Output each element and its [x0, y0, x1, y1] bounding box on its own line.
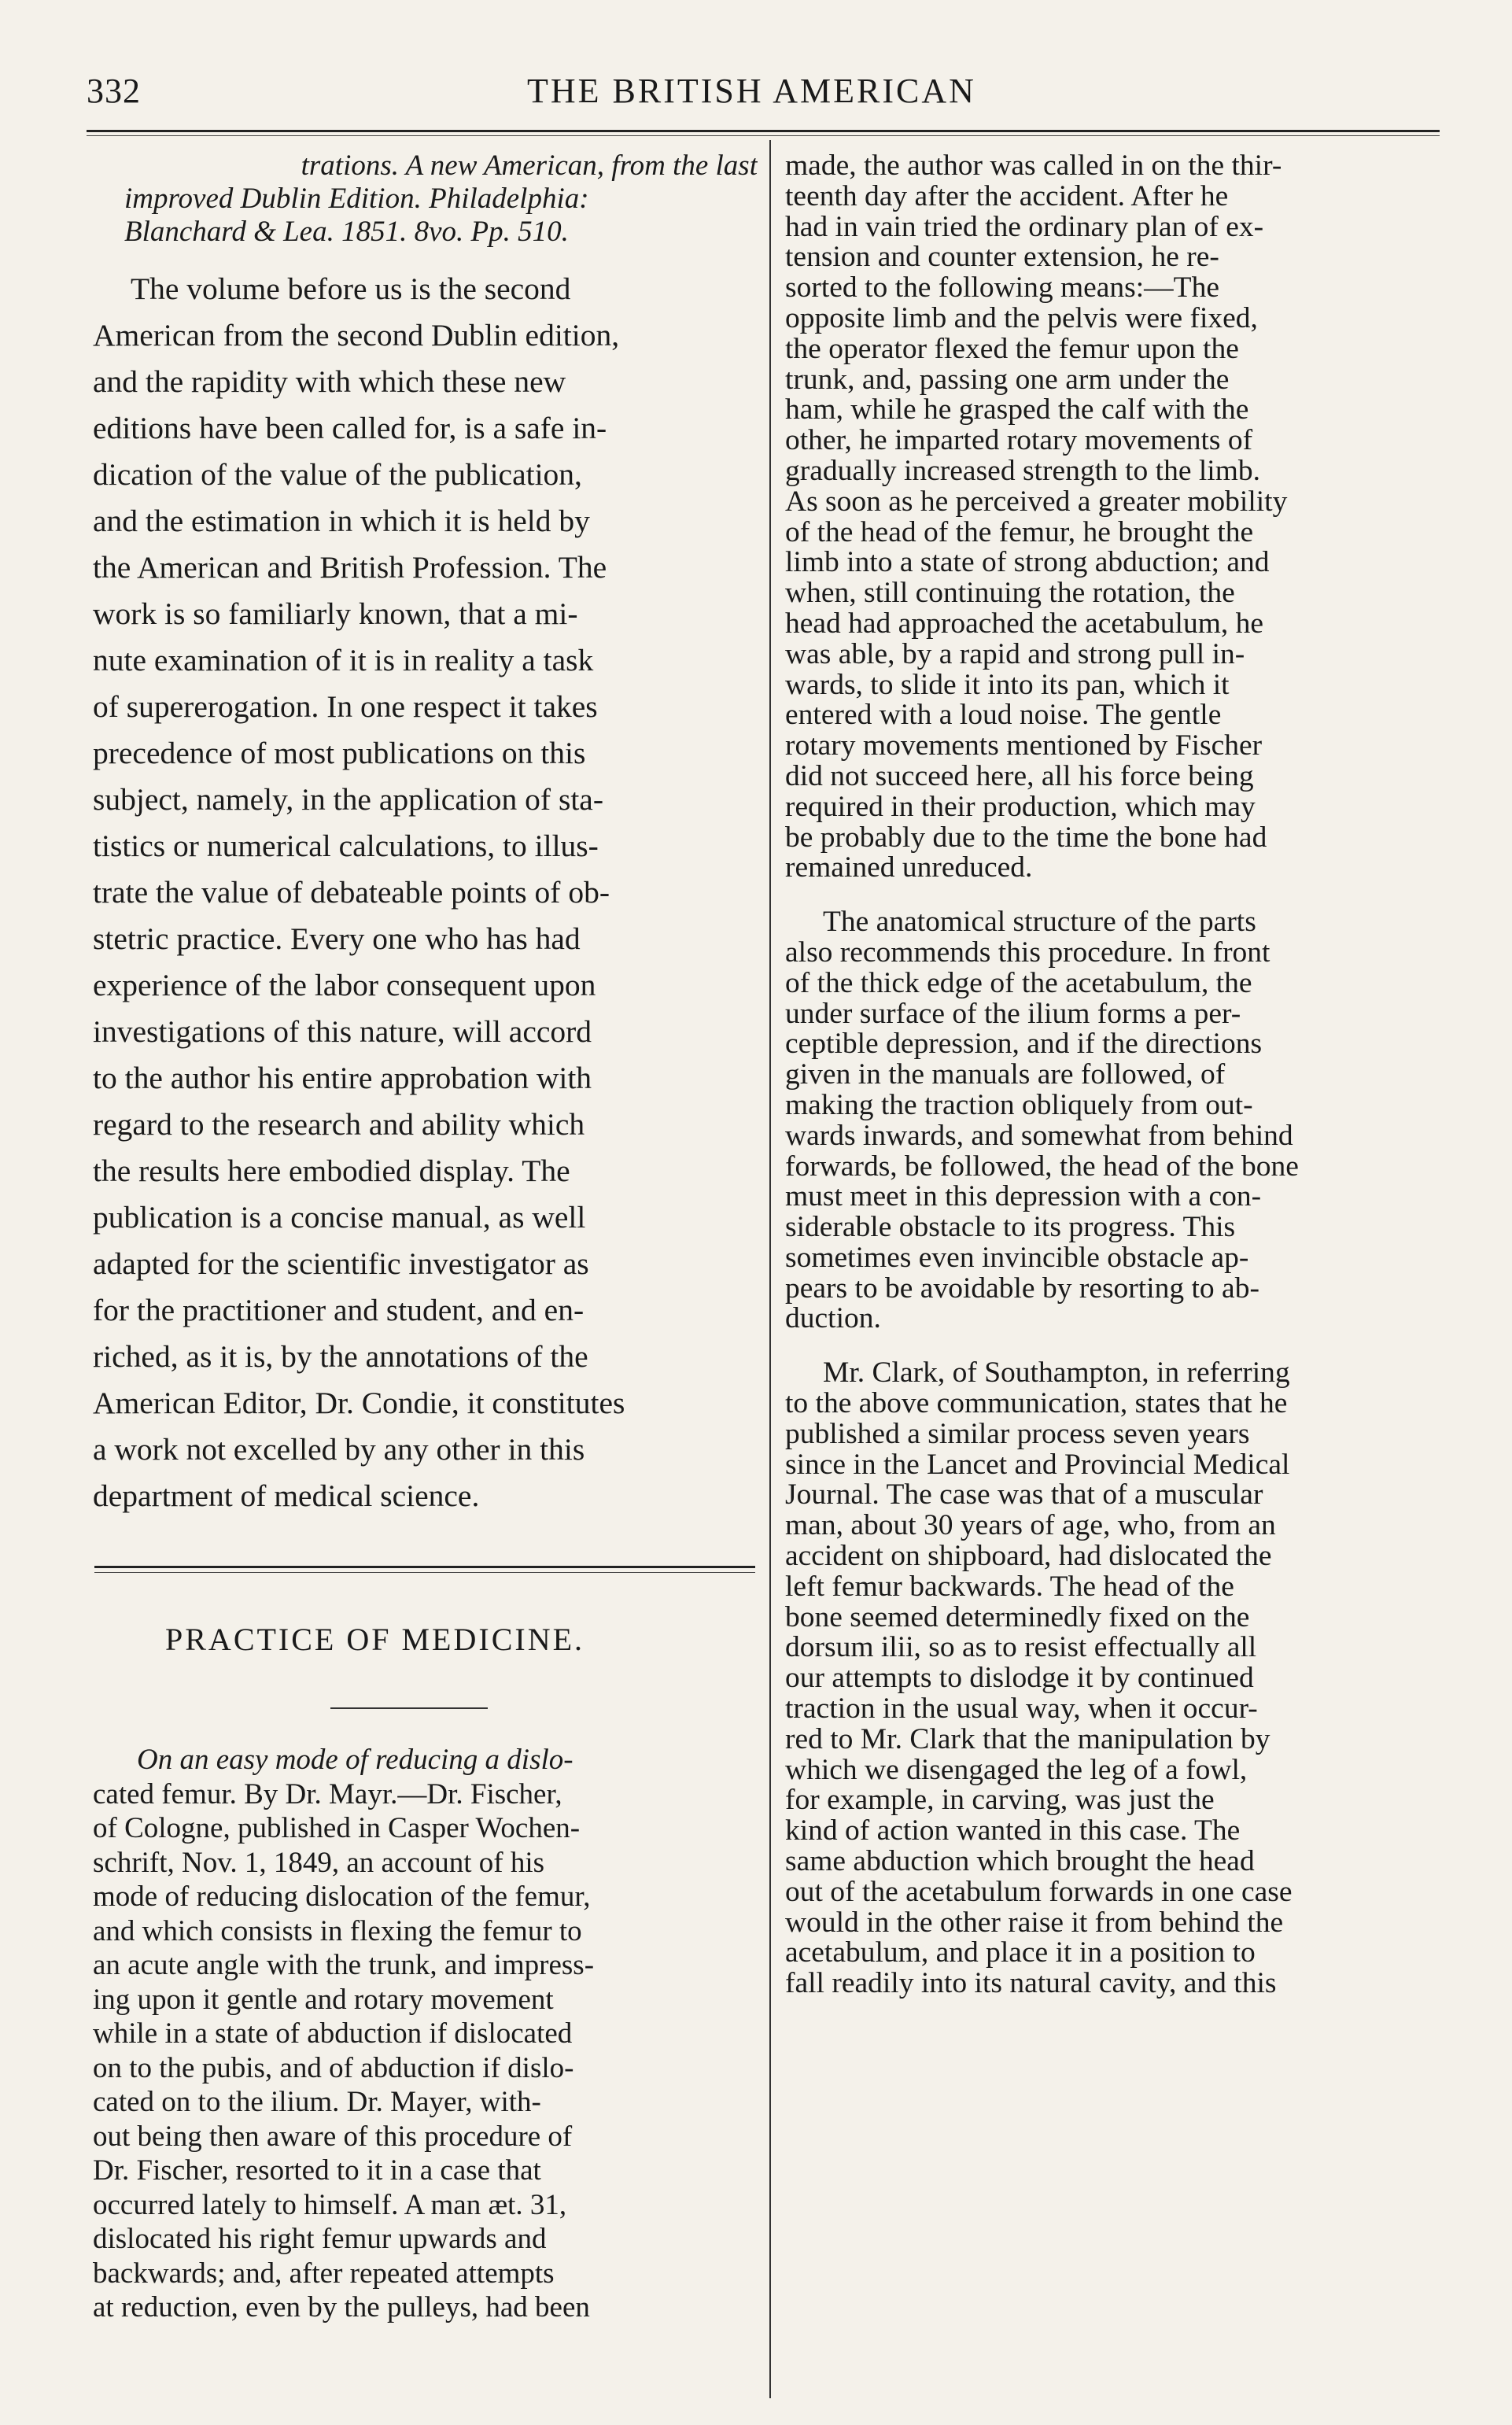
text-line: ing upon it gentle and rotary movement: [93, 1983, 554, 2016]
section-divider: [94, 1566, 755, 1568]
text-line: sometimes even invincible obstacle ap-: [785, 1242, 1249, 1274]
text-line: must meet in this depression with a con-: [785, 1182, 1262, 1213]
text-line: ham, while he grasped the calf with the: [785, 395, 1249, 426]
text-line: kind of action wanted in this case. The: [785, 1816, 1241, 1847]
text-line: dislocated his right femur upwards and: [93, 2223, 547, 2255]
text-line: On an easy mode of reducing a dislo-: [137, 1744, 573, 1776]
text-line: pears to be avoidable by resorting to ab-: [785, 1273, 1259, 1305]
text-line: American from the second Dublin edition,: [93, 318, 620, 352]
text-line: wards inwards, and somewhat from behind: [785, 1120, 1293, 1152]
text-line: of Cologne, published in Casper Wochen-: [93, 1812, 581, 1844]
article-paragraph: [93, 1743, 758, 2325]
text-line: cated femur. By Dr. Mayr.—Dr. Fischer,: [93, 1777, 562, 1810]
text-line: trate the value of debateable points of ob-: [93, 875, 610, 910]
paragraph-2: [785, 907, 1450, 1334]
text-line: forwards, be followed, the head of the bone: [785, 1151, 1299, 1183]
text-line: since in the Lancet and Provincial Medical: [785, 1449, 1290, 1481]
text-line: was able, by a rapid and strong pull in-: [785, 639, 1245, 670]
text-line: for the practitioner and student, and en-: [93, 1293, 585, 1327]
text-line: to the author his entire approbation with: [93, 1061, 592, 1095]
running-title: THE BRITISH AMERICAN: [527, 72, 976, 110]
text-line: experience of the labor consequent upon: [93, 968, 596, 1002]
text-line: Dr. Fischer, resorted to it in a case that: [93, 2154, 541, 2187]
text-line: of the head of the femur, he brought the: [785, 517, 1254, 548]
text-line: which we disengaged the leg of a fowl,: [785, 1755, 1248, 1786]
page-number: 332: [87, 72, 141, 110]
text-line: backwards; and, after repeated attempts: [93, 2257, 555, 2290]
text-line: of supererogation. In one respect it takes: [93, 689, 598, 724]
citation-line: trations. A new American, from the last: [301, 149, 758, 182]
text-line: an acute angle with the trunk, and impress-: [93, 1949, 595, 1981]
text-line: did not succeed here, all his force being: [785, 761, 1254, 792]
text-line: duction.: [785, 1304, 881, 1335]
citation-line: improved Dublin Edition. Philadelphia:: [124, 183, 589, 215]
text-line: riched, as it is, by the annotations of the: [93, 1339, 588, 1374]
text-line: department of medical science.: [93, 1478, 480, 1513]
header-rule-thin: [87, 135, 1440, 136]
article-column: [93, 1743, 758, 2325]
paragraph-3: [785, 1358, 1450, 1999]
text-line: occurred lately to himself. A man æt. 31,: [93, 2188, 567, 2221]
text-line: editions have been called for, is a safe in-: [93, 411, 607, 445]
text-line: wards, to slide it into its pan, which it: [785, 670, 1230, 701]
text-line: acetabulum, and place it in a position to: [785, 1938, 1256, 1969]
text-line: would in the other raise it from behind the: [785, 1907, 1284, 1939]
text-line: dication of the value of the publication,: [93, 457, 582, 492]
text-line: at reduction, even by the pulleys, had been: [93, 2291, 590, 2323]
text-line: As soon as he perceived a greater mobility: [785, 486, 1288, 518]
text-line: when, still continuing the rotation, the: [785, 578, 1235, 609]
text-line: stetric practice. Every one who has had: [93, 921, 581, 956]
text-line: sorted to the following means:—The: [785, 273, 1219, 304]
text-line: dorsum ilii, so as to resist effectually all: [785, 1633, 1257, 1664]
text-line: bone seemed determinedly fixed on the: [785, 1602, 1250, 1633]
text-line: tistics or numerical calculations, to illus-: [93, 829, 599, 863]
text-line: publication is a concise manual, as well: [93, 1200, 586, 1235]
text-line: ceptible depression, and if the directions: [785, 1029, 1263, 1061]
text-line: nute examination of it is in reality a task: [93, 643, 594, 677]
text-line: and the estimation in which it is held by: [93, 504, 590, 538]
right-column: [785, 151, 1450, 1999]
text-line: left femur backwards. The head of the: [785, 1571, 1234, 1603]
text-line: the results here embodied display. The: [93, 1153, 570, 1188]
text-line: teenth day after the accident. After he: [785, 181, 1229, 212]
text-line: cated on to the ilium. Dr. Mayer, with-: [93, 2086, 541, 2118]
text-line: traction in the usual way, when it occur-: [785, 1694, 1258, 1725]
text-line: be probably due to the time the bone had: [785, 822, 1267, 854]
header-rule: [87, 130, 1440, 132]
left-column: [93, 149, 758, 1519]
text-line: adapted for the scientific investigator as: [93, 1246, 589, 1281]
paragraph-1: [785, 151, 1450, 884]
text-line: tension and counter extension, he re-: [785, 242, 1219, 274]
text-line: regard to the research and ability which: [93, 1107, 585, 1142]
page-header: [87, 71, 1440, 118]
text-line: the American and British Profession. The: [93, 550, 607, 585]
text-line: mode of reducing dislocation of the femur,: [93, 1881, 591, 1913]
text-line: out of the acetabulum forwards in one case: [785, 1877, 1293, 1908]
text-line: man, about 30 years of age, who, from an: [785, 1511, 1276, 1542]
text-line: published a similar process seven years: [785, 1419, 1250, 1450]
text-line: The anatomical structure of the parts: [823, 907, 1256, 938]
text-line: red to Mr. Clark that the manipulation by: [785, 1724, 1270, 1755]
text-line: while in a state of abduction if dislocated: [93, 2017, 573, 2050]
text-line: on to the pubis, and of abduction if dislo-: [93, 2051, 574, 2084]
heading-rule: [330, 1707, 488, 1709]
section-divider-thin: [94, 1572, 755, 1573]
text-line: had in vain tried the ordinary plan of ex-: [785, 212, 1264, 243]
text-line: required in their production, which may: [785, 792, 1256, 823]
text-line: made, the author was called in on the thir-: [785, 151, 1282, 182]
text-line: and which consists in flexing the femur to: [93, 1914, 582, 1947]
text-line: other, he imparted rotary movements of: [785, 426, 1253, 456]
text-line: subject, namely, in the application of sta-: [93, 782, 603, 817]
text-line: opposite limb and the pelvis were fixed,: [785, 303, 1258, 334]
text-line: out being then aware of this procedure of: [93, 2120, 573, 2153]
text-line: to the above communication, states that he: [785, 1389, 1288, 1419]
text-line: The volume before us is the second: [131, 271, 571, 306]
text-line: schrift, Nov. 1, 1849, an account of his: [93, 1846, 545, 1879]
text-line: making the traction obliquely from out-: [785, 1090, 1253, 1121]
text-line: head had approached the acetabulum, he: [785, 608, 1264, 640]
text-line: American Editor, Dr. Condie, it constitutes: [93, 1386, 625, 1420]
citation-line: Blanchard & Lea. 1851. 8vo. Pp. 510.: [124, 216, 569, 248]
text-line: same abduction which brought the head: [785, 1847, 1255, 1877]
text-line: the operator flexed the femur upon the: [785, 334, 1239, 365]
text-line: precedence of most publications on this: [93, 736, 586, 770]
text-line: also recommends this procedure. In front: [785, 937, 1270, 969]
text-line: remained unreduced.: [785, 853, 1033, 884]
column-divider: [769, 140, 771, 2398]
text-line: work is so familiarly known, that a mi-: [93, 596, 578, 631]
text-line: Journal. The case was that of a muscular: [785, 1480, 1263, 1511]
text-line: gradually increased strength to the limb.: [785, 456, 1260, 487]
text-line: our attempts to dislodge it by continued: [785, 1663, 1254, 1695]
text-line: accident on shipboard, had dislocated the: [785, 1541, 1272, 1572]
text-line: under surface of the ilium forms a per-: [785, 998, 1241, 1030]
text-line: a work not excelled by any other in this: [93, 1432, 585, 1467]
review-paragraph: [93, 266, 758, 1519]
text-line: rotary movements mentioned by Fischer: [785, 731, 1263, 762]
book-citation: [93, 149, 758, 249]
section-heading: PRACTICE OF MEDICINE.: [165, 1622, 585, 1657]
text-line: trunk, and, passing one arm under the: [785, 364, 1230, 396]
text-line: limb into a state of strong abduction; and: [785, 548, 1270, 579]
text-line: investigations of this nature, will accord: [93, 1014, 592, 1049]
text-line: entered with a loud noise. The gentle: [785, 700, 1222, 732]
text-line: given in the manuals are followed, of: [785, 1060, 1226, 1091]
text-line: siderable obstacle to its progress. This: [785, 1212, 1236, 1243]
text-line: of the thick edge of the acetabulum, the: [785, 968, 1252, 999]
text-line: fall readily into its natural cavity, and this: [785, 1969, 1277, 2000]
text-line: and the rapidity with which these new: [93, 364, 566, 399]
text-line: Mr. Clark, of Southampton, in referring: [823, 1358, 1290, 1390]
text-line: for example, in carving, was just the: [785, 1785, 1215, 1817]
